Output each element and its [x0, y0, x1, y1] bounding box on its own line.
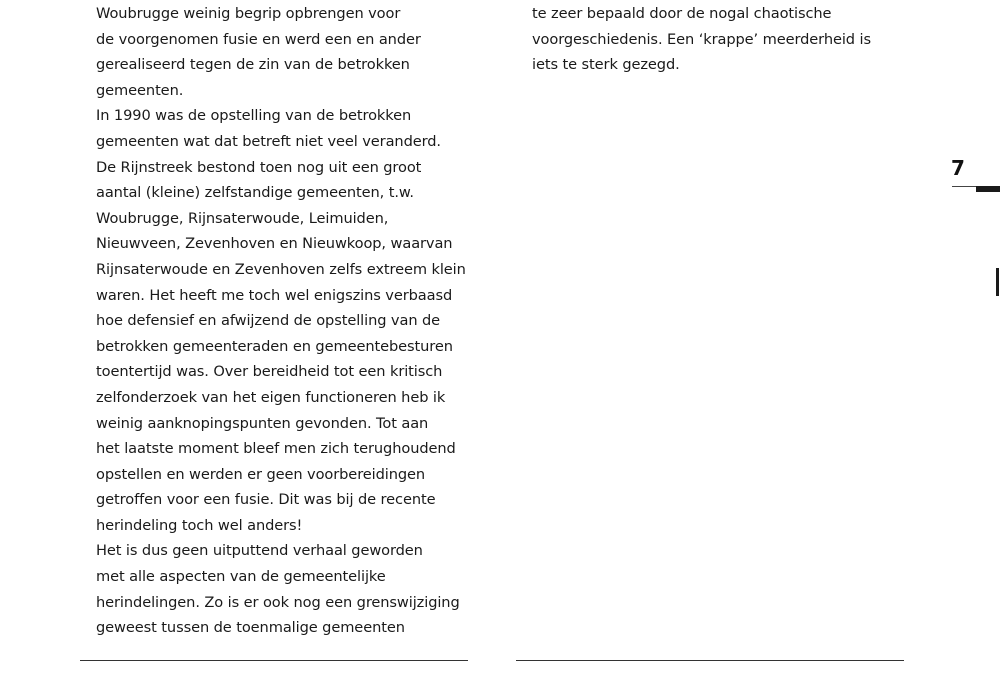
left-text-column	[96, 1, 476, 641]
text-line: met alle aspecten van de gemeentelijke	[96, 568, 386, 586]
text-line: In 1990 was de opstelling van de betrokken	[96, 107, 412, 125]
text-line: Rijnsaterwoude en Zevenhoven zelfs extreem klein	[96, 260, 466, 278]
text-line: aantal (kleine) zelfstandige gemeenten, t.w.	[96, 184, 414, 202]
text-line: Het is dus geen uitputtend verhaal geworden	[96, 542, 423, 560]
text-line: hoe defensief en afwijzend de opstelling van de	[96, 312, 441, 330]
text-line: de voorgenomen fusie en werd een en ander	[96, 30, 421, 48]
text-line: Woubrugge weinig begrip opbrengen voor	[96, 5, 401, 22]
page-number: 7	[951, 156, 965, 180]
text-line: waren. Het heeft me toch wel enigszins verbaasd	[96, 286, 453, 304]
text-line: gerealiseerd tegen de zin van de betrokken	[96, 56, 410, 74]
right-column-footer-rule	[516, 660, 904, 661]
right-text-column	[532, 1, 912, 78]
text-line: iets te sterk gezegd.	[532, 56, 680, 74]
text-line: opstellen en werden er geen voorbereidingen	[96, 465, 426, 483]
text-line: toentertijd was. Over bereidheid tot een kritisch	[96, 363, 443, 381]
text-line: geweest tussen de toenmalige gemeenten	[96, 619, 405, 637]
text-line: getroffen voor een fusie. Dit was bij de recente	[96, 491, 436, 509]
left-column-footer-rule	[80, 660, 468, 661]
text-line: De Rijnstreek bestond toen nog uit een groot	[96, 158, 422, 176]
text-line: Nieuwveen, Zevenhoven en Nieuwkoop, waarvan	[96, 235, 453, 253]
text-line: te zeer bepaald door de nogal chaotische	[532, 5, 832, 22]
page-edge-mark	[996, 268, 999, 296]
text-line: Woubrugge, Rijnsaterwoude, Leimuiden,	[96, 209, 389, 227]
text-line: het laatste moment bleef men zich terughoudend	[96, 440, 456, 458]
text-line: voorgeschiedenis. Een ‘krappe’ meerderheid is	[532, 30, 871, 48]
text-line: zelfonderzoek van het eigen functioneren heb ik	[96, 388, 446, 406]
page-edge-tab	[976, 186, 1000, 192]
text-line: herindelingen. Zo is er ook nog een grenswijziging	[96, 593, 460, 611]
text-line: weinig aanknopingspunten gevonden. Tot aan	[96, 414, 429, 432]
text-line: betrokken gemeenteraden en gemeentebesturen	[96, 337, 453, 355]
text-line: herindeling toch wel anders!	[96, 516, 303, 534]
text-line: gemeenten.	[96, 81, 184, 99]
text-line: gemeenten wat dat betreft niet veel veranderd.	[96, 132, 441, 150]
